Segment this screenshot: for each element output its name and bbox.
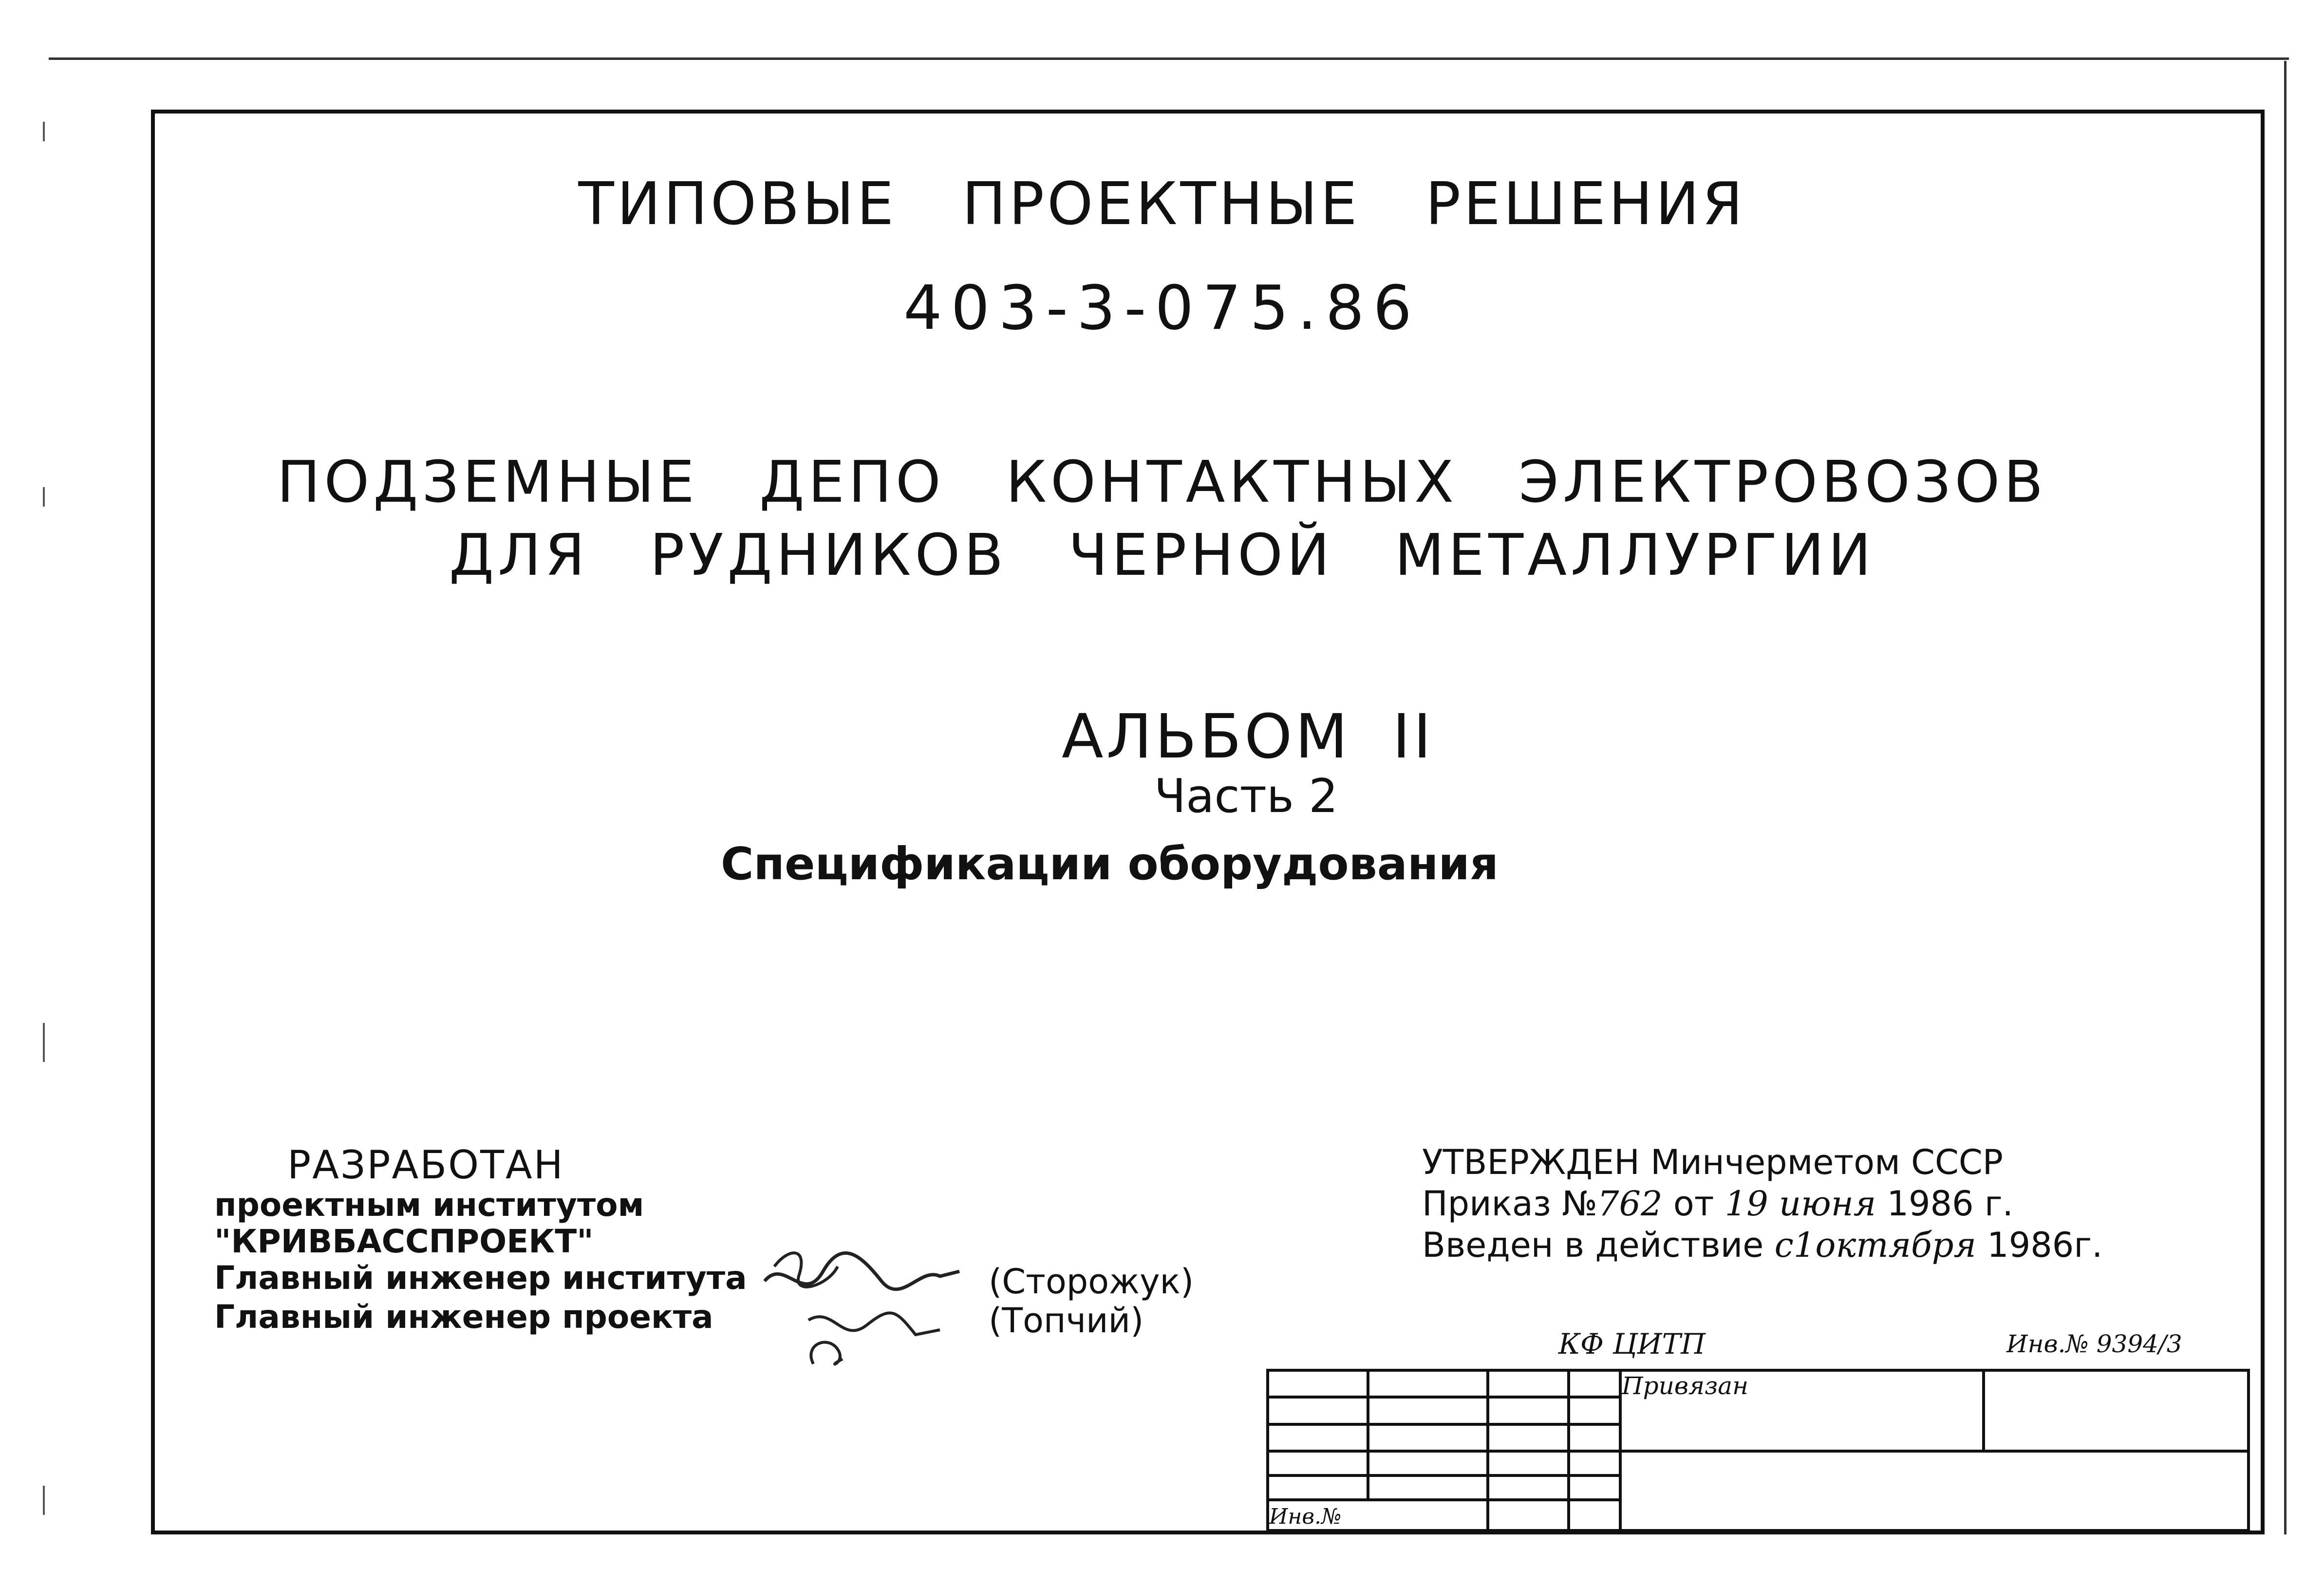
approval-line2: Приказ №762 от 19 июня 1986 г. — [1422, 1184, 2013, 1224]
chief-project-name: (Топчий) — [989, 1301, 1144, 1341]
signatures — [755, 1237, 974, 1369]
approval-line1: УТВЕРЖДЕН Минчерметом СССР — [1422, 1142, 2003, 1182]
institute-name: "КРИВБАССПРОЕКТ" — [214, 1223, 594, 1260]
chief-engineer-institute: Главный инженер института — [214, 1259, 747, 1297]
developed-by-line: проектным институтом — [214, 1186, 644, 1224]
outer-border-top — [49, 57, 2289, 60]
developed-heading: РАЗРАБОТАН — [287, 1142, 564, 1188]
edge-mark — [43, 1023, 45, 1062]
edge-mark — [43, 122, 45, 141]
series-title: ТИПОВЫЕ ПРОЕКТНЫЕ РЕШЕНИЯ — [578, 170, 1746, 238]
document-title-line2: ДЛЯ РУДНИКОВ ЧЕРНОЙ МЕТАЛЛУРГИИ — [449, 521, 1875, 588]
linked-cell — [1620, 1370, 1984, 1451]
inventory-label: Инв.№ — [1269, 1504, 1342, 1529]
inventory-cell — [1268, 1500, 1488, 1531]
linked-label: Привязан — [1622, 1372, 1749, 1400]
approval-line3: Введен в действие с1октября 1986г. — [1422, 1225, 2103, 1265]
album-subtitle: Спецификации оборудования — [721, 838, 1499, 890]
title-block-table — [1266, 1369, 2250, 1532]
stamp-inventory-top: Инв.№ 9394/3 — [2006, 1330, 2182, 1358]
album-part: Часть 2 — [1154, 770, 1338, 823]
album-label: АЛЬБОМ II — [1062, 701, 1434, 772]
stamp-org: КФ ЦИТП — [1558, 1327, 1706, 1361]
edge-mark — [43, 1486, 45, 1515]
chief-engineer-project: Главный инженер проекта — [214, 1298, 713, 1336]
chief-institute-name: (Сторожук) — [989, 1262, 1194, 1302]
document-title-line1: ПОДЗЕМНЫЕ ДЕПО КОНТАКТНЫХ ЭЛЕКТРОВОЗОВ — [277, 448, 2047, 515]
series-code: 403-3-075.86 — [903, 273, 1421, 343]
